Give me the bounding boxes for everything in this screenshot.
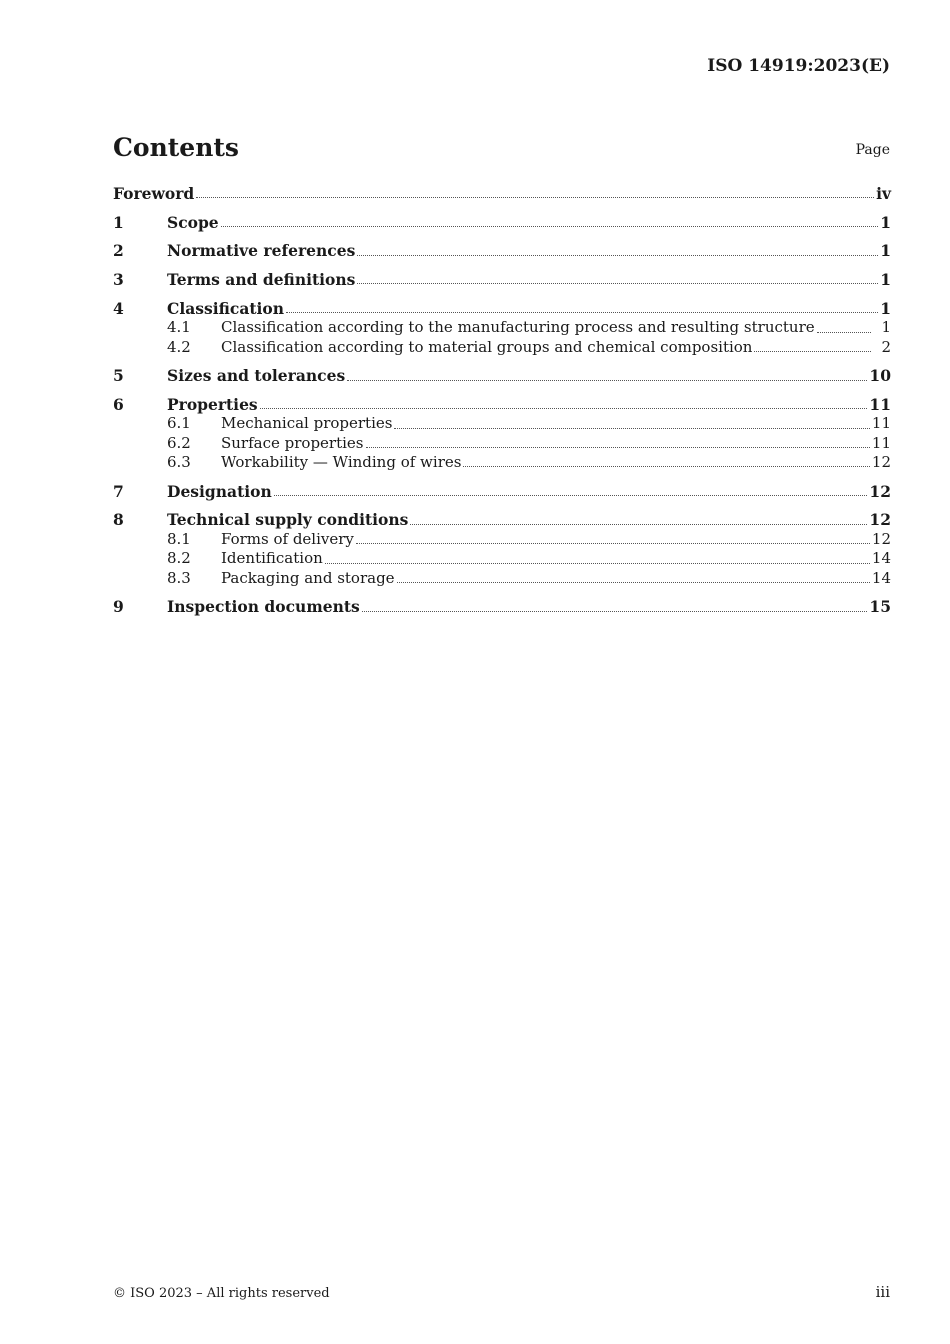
dot-leader bbox=[325, 562, 870, 564]
toc-entry-page: 11 bbox=[869, 394, 891, 414]
toc-entry-page: 1 bbox=[880, 270, 891, 290]
toc-entry-title: Workability — Winding of wires bbox=[221, 453, 462, 472]
dot-leader bbox=[260, 407, 868, 409]
toc-entry-page: 1 bbox=[880, 298, 891, 318]
toc-entry-page: 12 bbox=[869, 510, 891, 530]
toc-entry-title: Mechanical properties bbox=[221, 414, 393, 433]
toc-entry[interactable] bbox=[113, 453, 891, 472]
dot-leader bbox=[366, 446, 870, 448]
toc-entry-title: Classification according to the manufacturing process and resulting structure bbox=[221, 318, 815, 337]
toc-entry-title: Forms of delivery bbox=[221, 529, 354, 548]
toc-entry-page: 2 bbox=[881, 337, 891, 356]
toc-entry-page: 12 bbox=[871, 529, 891, 548]
toc-entry-number: 9 bbox=[113, 597, 124, 617]
toc-entry-page: 10 bbox=[869, 366, 891, 386]
toc-entry[interactable] bbox=[113, 338, 891, 357]
toc-entry-number: 3 bbox=[113, 270, 124, 290]
toc-entry-title: Packaging and storage bbox=[221, 568, 395, 587]
toc-entry[interactable] bbox=[113, 395, 891, 414]
toc-entry[interactable] bbox=[113, 241, 891, 260]
toc-entry-page: 11 bbox=[871, 433, 891, 452]
toc-entry[interactable] bbox=[113, 510, 891, 529]
toc-entry-title: Designation bbox=[167, 481, 272, 501]
dot-leader bbox=[410, 523, 867, 525]
dot-leader bbox=[397, 581, 870, 583]
toc-entry[interactable] bbox=[113, 318, 891, 337]
toc-entry-title: Identification bbox=[221, 549, 323, 568]
toc-entry-page: 1 bbox=[880, 241, 891, 261]
toc-entry-title: Surface properties bbox=[221, 433, 364, 452]
dot-leader bbox=[196, 196, 874, 198]
toc-entry-title: Terms and definitions bbox=[167, 270, 356, 290]
toc-entry[interactable] bbox=[113, 482, 891, 501]
toc-entry-number: 4.1 bbox=[167, 318, 191, 337]
toc-entry[interactable] bbox=[113, 597, 891, 616]
toc-entry[interactable] bbox=[113, 270, 891, 289]
toc-entry-number: 1 bbox=[113, 212, 124, 232]
dot-leader bbox=[286, 311, 878, 313]
toc-entry-page: 11 bbox=[871, 414, 891, 433]
toc-entry-number: 8.2 bbox=[167, 549, 191, 568]
toc-entry[interactable] bbox=[113, 299, 891, 318]
toc-entry-title: Properties bbox=[167, 394, 258, 414]
toc-entry-number: 6 bbox=[113, 394, 124, 414]
dot-leader bbox=[463, 465, 869, 467]
dot-leader bbox=[394, 427, 869, 429]
toc-entry-title: Foreword bbox=[113, 184, 195, 203]
toc-entry[interactable] bbox=[113, 549, 891, 568]
toc-entry-page: 14 bbox=[871, 568, 891, 587]
toc-entry-number: 6.3 bbox=[167, 453, 191, 472]
toc-entry[interactable] bbox=[113, 366, 891, 385]
toc-entry-title: Classification bbox=[167, 298, 285, 318]
dot-leader bbox=[754, 350, 871, 352]
toc-entry-page: 12 bbox=[871, 453, 891, 472]
toc-entry-number: 2 bbox=[113, 241, 124, 261]
toc-entry-title: Normative references bbox=[167, 241, 356, 261]
toc-entry-number: 4.2 bbox=[167, 337, 191, 356]
toc-entry-number: 7 bbox=[113, 481, 124, 501]
toc-entry-number: 8.3 bbox=[167, 568, 191, 587]
dot-leader bbox=[357, 254, 878, 256]
toc-entry[interactable] bbox=[113, 213, 891, 232]
toc-entry-title: Inspection documents bbox=[167, 597, 360, 617]
toc-entry-page: 15 bbox=[869, 597, 891, 617]
footer-copyright: © ISO 2023 – All rights reserved bbox=[113, 1286, 330, 1301]
toc-entry-page: 1 bbox=[881, 318, 891, 337]
toc-entry[interactable] bbox=[113, 434, 891, 453]
toc-entry-page: 1 bbox=[880, 212, 891, 232]
dot-leader bbox=[362, 610, 868, 612]
toc-entry-number: 4 bbox=[113, 298, 124, 318]
contents-title: Contents bbox=[113, 133, 240, 162]
toc-entry[interactable] bbox=[113, 530, 891, 549]
toc-entry-title: Classification according to material groups and chemical composition bbox=[221, 337, 753, 356]
toc-entry-number: 8 bbox=[113, 510, 124, 530]
toc-entry[interactable] bbox=[113, 569, 891, 588]
toc-entry-number: 5 bbox=[113, 366, 124, 386]
toc-entry-number: 8.1 bbox=[167, 529, 191, 548]
dot-leader bbox=[817, 331, 871, 333]
toc-entry-page: 12 bbox=[869, 481, 891, 501]
dot-leader bbox=[356, 542, 870, 544]
toc-entry[interactable] bbox=[113, 414, 891, 433]
dot-leader bbox=[357, 282, 878, 284]
dot-leader bbox=[221, 225, 879, 227]
toc-entry-number: 6.1 bbox=[167, 414, 191, 433]
toc-entry-page: iv bbox=[876, 184, 891, 203]
toc-entry-title: Scope bbox=[167, 212, 219, 232]
dot-leader bbox=[347, 379, 867, 381]
toc-entry-title: Sizes and tolerances bbox=[167, 366, 346, 386]
table-of-contents bbox=[113, 184, 891, 617]
toc-entry[interactable] bbox=[113, 184, 891, 203]
toc-entry-title: Technical supply conditions bbox=[167, 510, 409, 530]
page-column-label: Page bbox=[855, 142, 890, 158]
dot-leader bbox=[274, 494, 868, 496]
footer-page-number: iii bbox=[875, 1283, 890, 1301]
toc-entry-number: 6.2 bbox=[167, 433, 191, 452]
document-id: ISO 14919:2023(E) bbox=[707, 56, 890, 76]
toc-entry-page: 14 bbox=[871, 549, 891, 568]
